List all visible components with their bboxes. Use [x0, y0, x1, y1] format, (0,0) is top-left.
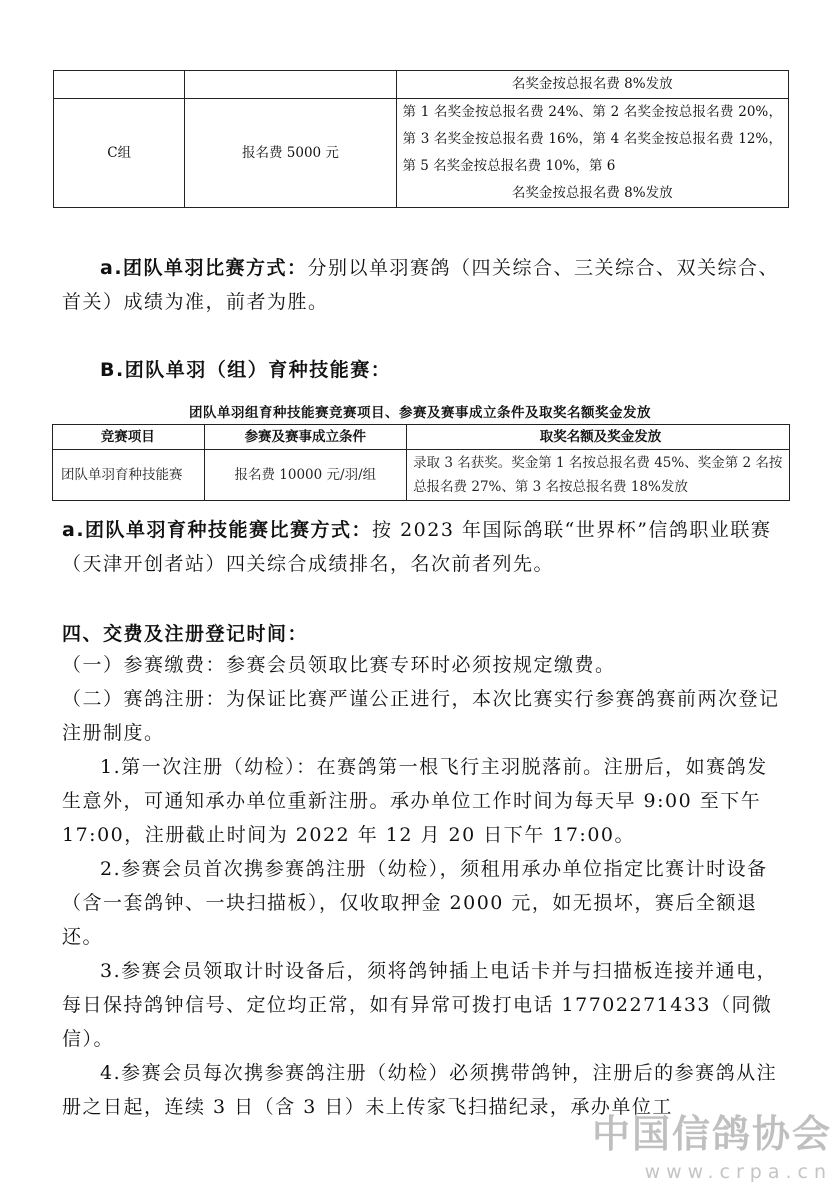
section-4-item-1: （一）参赛缴费：参赛会员领取比赛专环时必须按规定缴费。	[62, 654, 616, 676]
paragraph-text: 按 2023 年国际鸽联“世界杯”信鸽职业联赛（天津开创者站）四关综合成绩排名，名次前者列先。	[62, 519, 772, 575]
section-4-item-2: （二）赛鸽注册：为保证比赛严谨公正进行，本次比赛实行参赛鸽赛前两次登记注册制度。	[62, 688, 780, 744]
paragraph-text: 分别以单羽赛鸽（四关综合、三关综合、双关综合、首关）成绩为准，前者为胜。	[62, 257, 780, 313]
breeding-method-paragraph	[62, 513, 784, 581]
table-cell	[54, 71, 185, 99]
paragraph-label: a.团队单羽育种技能赛比赛方式：	[62, 519, 373, 541]
table-header-row	[53, 425, 790, 450]
column-header: 参赛及赛事成立条件	[204, 425, 406, 450]
section-4-step-1: 1.第一次注册（幼检）：在赛鸽第一根飞行主羽脱落前。注册后，如赛鸽发生意外，可通知承办单位重新注册。承办单位工作时间为每天早 9:00 至下午 17:00，注册截止时间为 2022 年 12 月 20 日下午 17:00。	[62, 756, 768, 846]
paragraph-label: a.团队单羽比赛方式：	[100, 257, 308, 279]
award-text: 名奖金按总报名费 8%发放	[511, 76, 673, 92]
section-4-title: 四、交费及注册登记时间：	[62, 623, 309, 645]
table-row	[54, 99, 789, 208]
fee-cell: 报名费 5000 元	[185, 99, 396, 208]
section-4-step-2: 2.参赛会员首次携参赛鸽注册（幼检），须租用承办单位指定比赛计时设备（含一套鸽钟、一块扫描板），仅收取押金 2000 元，如无损坏，赛后全额退还。	[62, 858, 768, 948]
awards-text: 第 1 名奖金按总报名费 24%、第 2 名奖金按总报名费 20%，第 3 名奖金按总报名费 16%，第 4 名奖金按总报名费 12%，第 5 名奖金按总报名费 10%，第 6	[402, 104, 782, 174]
watermark-url: www.crpa.cn	[644, 1161, 832, 1183]
award-table-continued	[53, 70, 789, 208]
watermark-title: 中国信鸽协会	[591, 1112, 832, 1156]
column-header: 竞赛项目	[53, 425, 205, 450]
section-4-step-4: 4.参赛会员每次携参赛鸽注册（幼检）必须携带鸽钟，注册后的参赛鸽从注册之日起，连续 3 日（含 3 日）未上传家飞扫描纪录，承办单位工	[62, 1062, 778, 1118]
awards-cell: 录取 3 名获奖。奖金第 1 名按总报名费 45%、奖金第 2 名按总报名费 27%、第 3 名按总报名费 18%发放	[407, 450, 790, 501]
group-cell: C组	[54, 99, 185, 208]
condition-cell: 报名费 10000 元/羽/组	[204, 450, 406, 501]
column-header: 取奖名额及奖金发放	[407, 425, 790, 450]
watermark	[592, 1112, 832, 1184]
item-cell: 团队单羽育种技能赛	[53, 450, 205, 501]
table-cell	[185, 71, 396, 99]
team-single-method-paragraph	[62, 251, 784, 319]
section-4-step-3: 3.参赛会员领取计时设备后，须将鸽钟插上电话卡并与扫描板连接并通电，每日保持鸽钟信号、定位均正常，如有异常可拨打电话 17702271433（同微信）。	[62, 960, 778, 1050]
table-row	[54, 71, 789, 99]
awards-cell	[396, 99, 788, 208]
awards-text-last: 名奖金按总报名费 8%发放	[511, 185, 673, 201]
breeding-competition-table	[52, 424, 790, 501]
section-b-heading: B.团队单羽（组）育种技能赛：	[100, 359, 392, 381]
table-cell	[396, 71, 788, 99]
table-row	[53, 450, 790, 501]
table-caption: 团队单羽组育种技能赛竞赛项目、参赛及赛事成立条件及取奖名额奖金发放	[189, 405, 651, 421]
